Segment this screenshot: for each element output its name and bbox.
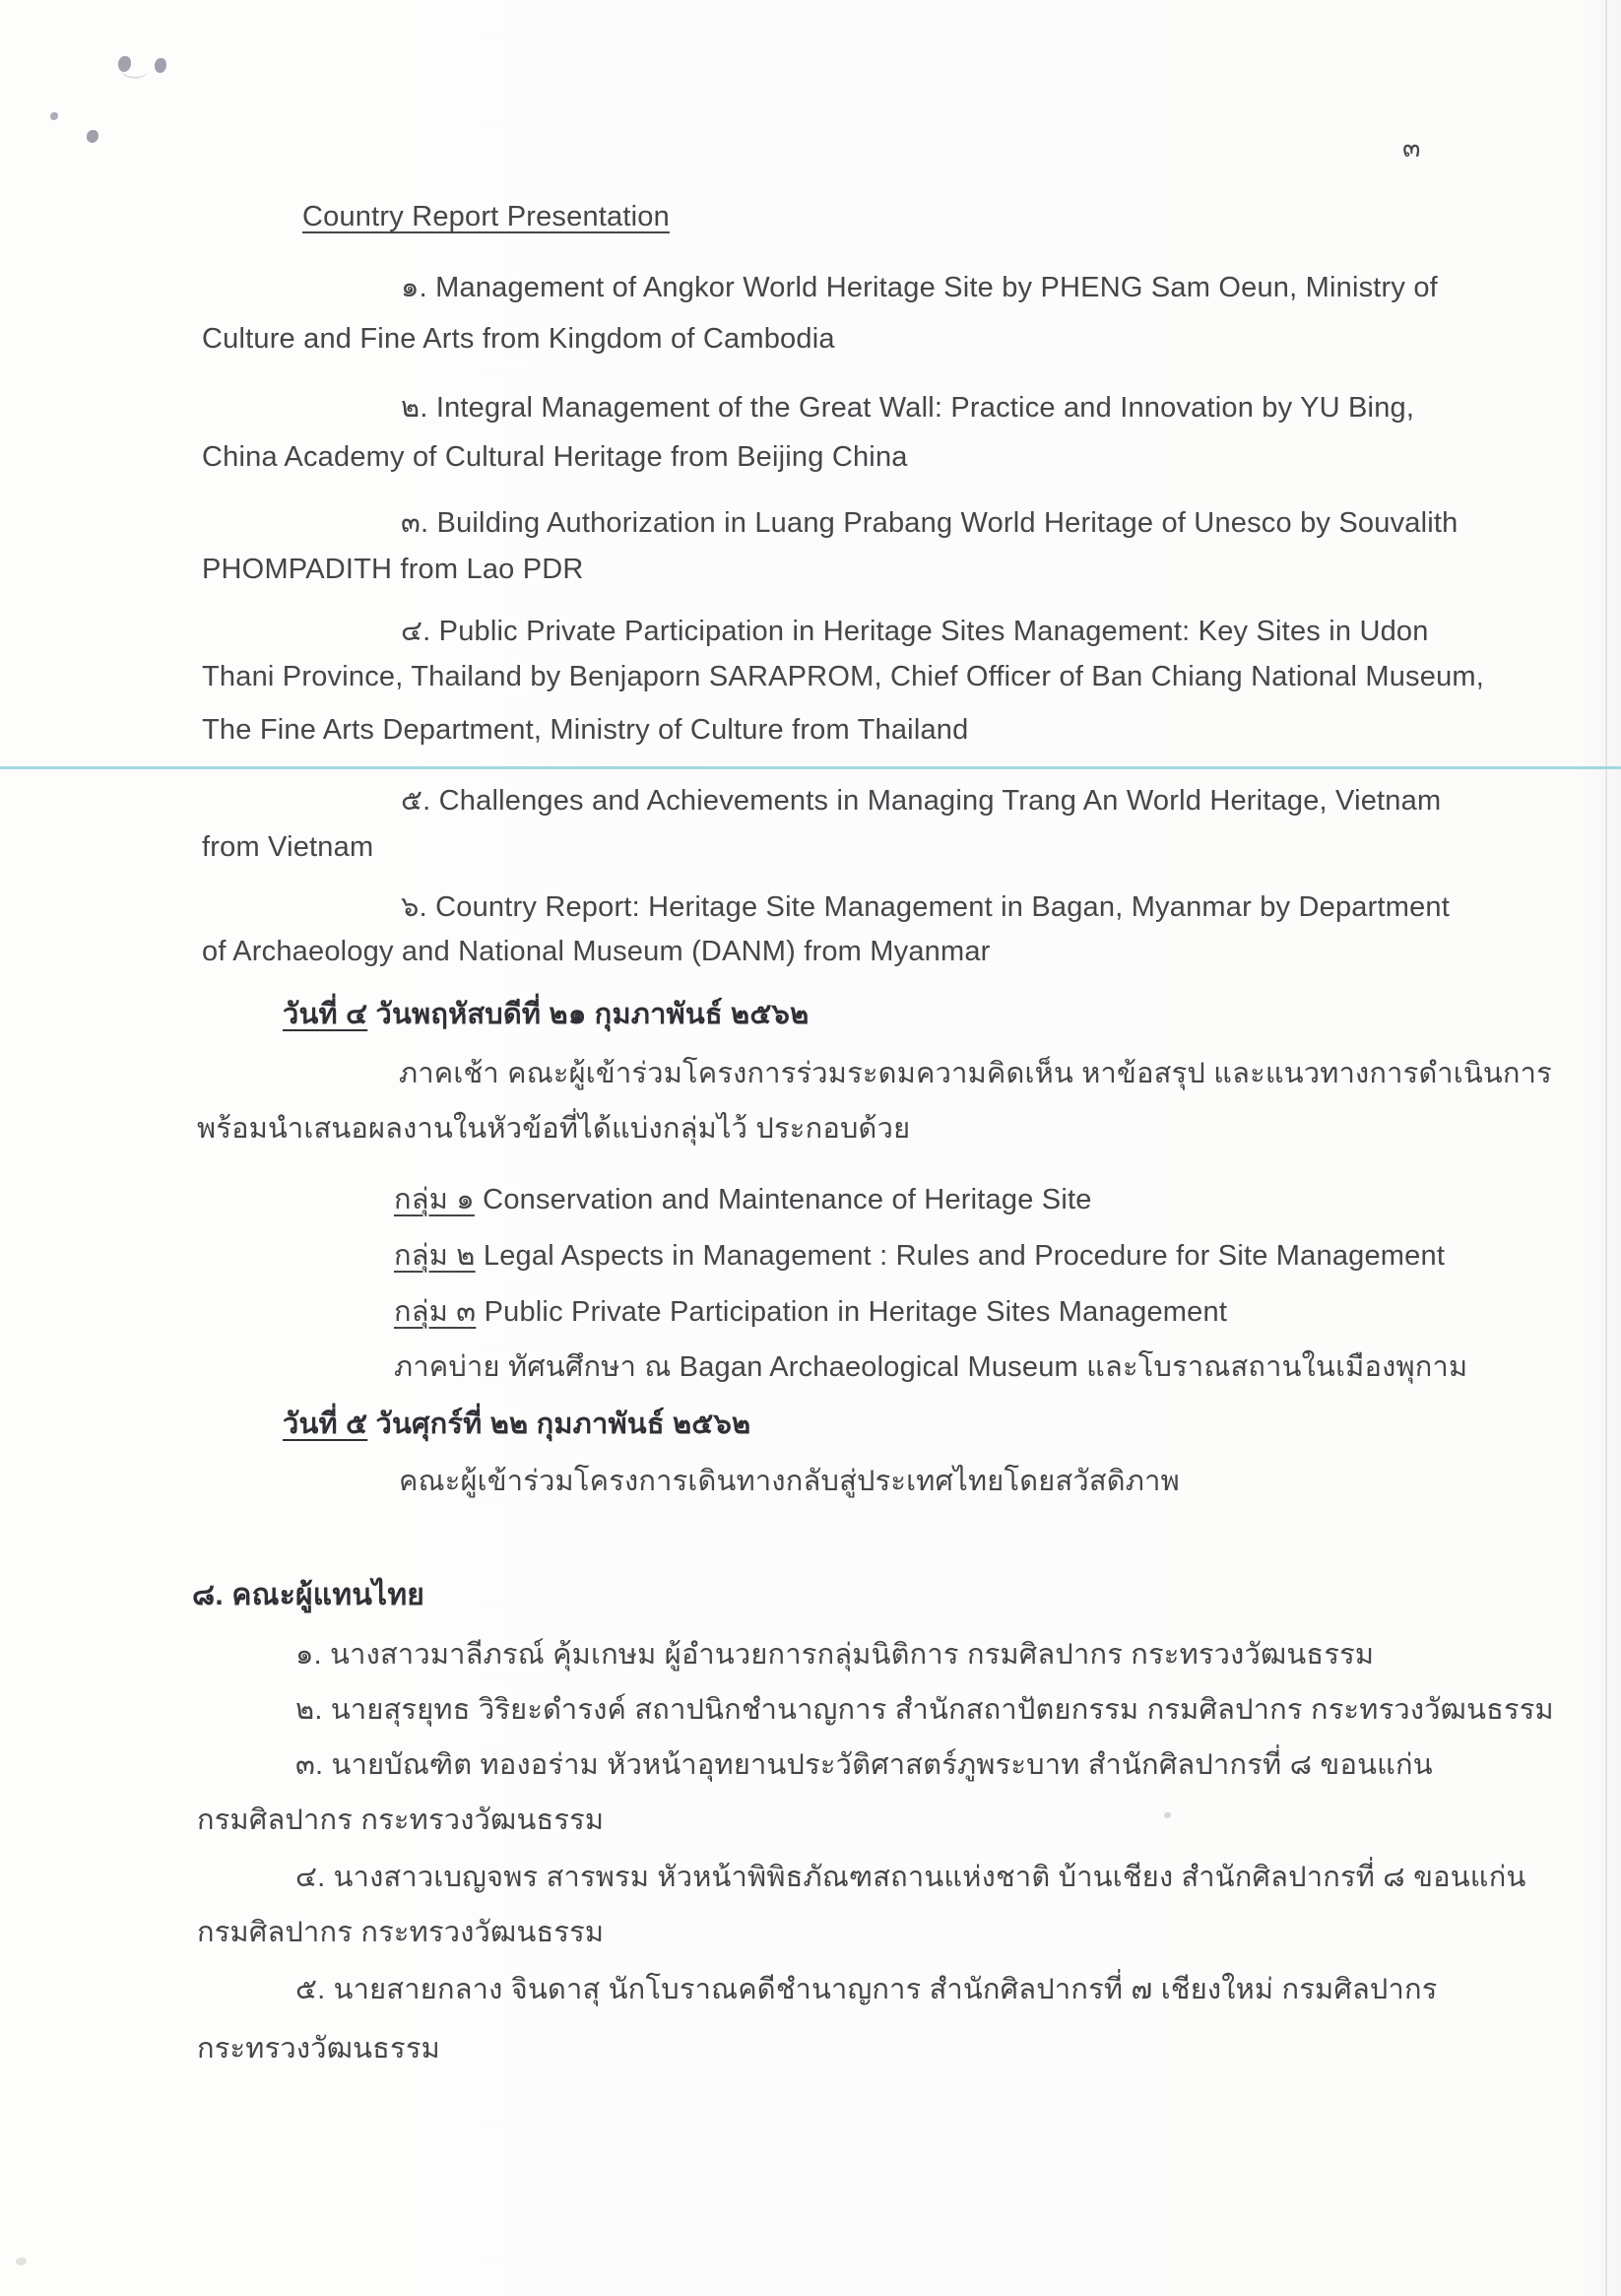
scan-edge-line bbox=[1605, 0, 1607, 2296]
report-item-5-line-1: ๕. Challenges and Achievements in Managing Trang An World Heritage, Vietnam bbox=[401, 785, 1442, 817]
report-item-5-line-2: from Vietnam bbox=[202, 831, 374, 863]
day4-label: วันที่ ๔ bbox=[283, 999, 368, 1030]
group-1-text: Conservation and Maintenance of Heritage Site bbox=[474, 1184, 1092, 1215]
section-heading: Country Report Presentation bbox=[302, 201, 670, 232]
ink-speck bbox=[50, 112, 58, 120]
day5-heading bbox=[283, 1401, 750, 1446]
day4-morning-line-2: พร้อมนำเสนอผลงานในหัวข้อที่ได้แบ่งกลุ่มไว้ ประกอบด้วย bbox=[197, 1113, 911, 1145]
day4-heading bbox=[283, 991, 809, 1036]
report-item-4-line-3: The Fine Arts Department, Ministry of Culture from Thailand bbox=[202, 714, 969, 746]
delegate-3-line-2: กรมศิลปากร กระทรวงวัฒนธรรม bbox=[197, 1804, 605, 1836]
report-item-6-line-2: of Archaeology and National Museum (DANM) from Myanmar bbox=[202, 936, 991, 967]
delegate-3-line-1: ๓. นายบัณฑิต ทองอร่าม หัวหน้าอุทยานประวัติศาสตร์ภูพระบาท สำนักศิลปากรที่ ๘ ขอนแก่น bbox=[295, 1749, 1433, 1781]
group-3-line bbox=[394, 1288, 1227, 1334]
ink-speck bbox=[155, 58, 166, 73]
report-item-3-line-2: PHOMPADITH from Lao PDR bbox=[202, 554, 584, 585]
group-3-label: กลุ่ม ๓ bbox=[394, 1296, 477, 1328]
day5-label: วันที่ ๕ bbox=[283, 1409, 368, 1440]
group-3-text: Public Private Participation in Heritage Sites Management bbox=[476, 1296, 1228, 1328]
ink-speck bbox=[16, 2258, 27, 2265]
report-item-1-line-1: ๑. Management of Angkor World Heritage Site by PHENG Sam Oeun, Ministry of bbox=[401, 272, 1438, 303]
day4-afternoon-line: ภาคบ่าย ทัศนศึกษา ณ Bagan Archaeological Museum และโบราณสถานในเมืองพุกาม bbox=[394, 1351, 1468, 1383]
group-1-label: กลุ่ม ๑ bbox=[394, 1184, 475, 1215]
group-2-text: Legal Aspects in Management : Rules and Procedure for Site Management bbox=[475, 1240, 1446, 1272]
ink-speck bbox=[87, 130, 98, 143]
report-item-3-line-1: ๓. Building Authorization in Luang Prabang World Heritage of Unesco by Souvalith bbox=[401, 507, 1459, 539]
delegate-1-line-1: ๑. นางสาวมาลีภรณ์ คุ้มเกษม ผู้อำนวยการกลุ่มนิติการ กรมศิลปากร กระทรวงวัฒนธรรม bbox=[295, 1639, 1375, 1671]
report-item-6-line-1: ๖. Country Report: Heritage Site Management in Bagan, Myanmar by Department bbox=[401, 891, 1451, 923]
ink-speck bbox=[1164, 1812, 1171, 1818]
report-item-4-line-1: ๔. Public Private Participation in Heritage Sites Management: Key Sites in Udon bbox=[401, 616, 1429, 647]
group-2-line bbox=[394, 1232, 1445, 1278]
delegation-heading: ๘. คณะผู้แทนไทย bbox=[192, 1579, 425, 1611]
scan-line-artifact bbox=[0, 766, 1621, 769]
day4-morning-line-1: ภาคเช้า คณะผู้เข้าร่วมโครงการร่วมระดมความคิดเห็น หาข้อสรุป และแนวทางการดำเนินการ bbox=[399, 1058, 1552, 1089]
ink-smudge bbox=[121, 61, 149, 80]
delegate-5-line-2: กระทรวงวัฒนธรรม bbox=[197, 2033, 440, 2065]
day5-date: วันศุกร์ที่ ๒๒ กุมภาพันธ์ ๒๕๖๒ bbox=[367, 1409, 751, 1440]
report-item-4-line-2: Thani Province, Thailand by Benjaporn SARAPROM, Chief Officer of Ban Chiang National Museum, bbox=[202, 661, 1485, 692]
report-item-1-line-2: Culture and Fine Arts from Kingdom of Cambodia bbox=[202, 323, 835, 355]
day4-date: วันพฤหัสบดีที่ ๒๑ กุมภาพันธ์ ๒๕๖๒ bbox=[367, 999, 810, 1030]
report-item-2-line-1: ๒. Integral Management of the Great Wall: Practice and Innovation by YU Bing, bbox=[401, 392, 1415, 424]
page-number: ๓ bbox=[1402, 133, 1421, 163]
group-2-label: กลุ่ม ๒ bbox=[394, 1240, 476, 1272]
delegate-4-line-2: กรมศิลปากร กระทรวงวัฒนธรรม bbox=[197, 1917, 605, 1948]
delegate-2-line-1: ๒. นายสุรยุทธ วิริยะดำรงค์ สถาปนิกชำนาญการ สำนักสถาปัตยกรรม กรมศิลปากร กระทรวงวัฒนธรรม bbox=[295, 1694, 1554, 1726]
day5-text: คณะผู้เข้าร่วมโครงการเดินทางกลับสู่ประเทศไทยโดยสวัสดิภาพ bbox=[399, 1466, 1180, 1497]
group-1-line bbox=[394, 1176, 1092, 1221]
report-item-2-line-2: China Academy of Cultural Heritage from Beijing China bbox=[202, 441, 908, 473]
delegate-4-line-1: ๔. นางสาวเบญจพร สารพรม หัวหน้าพิพิธภัณฑสถานแห่งชาติ บ้านเชียง สำนักศิลปากรที่ ๘ ขอนแก่น bbox=[295, 1862, 1526, 1893]
delegate-5-line-1: ๕. นายสายกลาง จินดาสุ นักโบราณคดีชำนาญการ สำนักศิลปากรที่ ๗ เชียงใหม่ กรมศิลปากร bbox=[295, 1974, 1438, 2005]
